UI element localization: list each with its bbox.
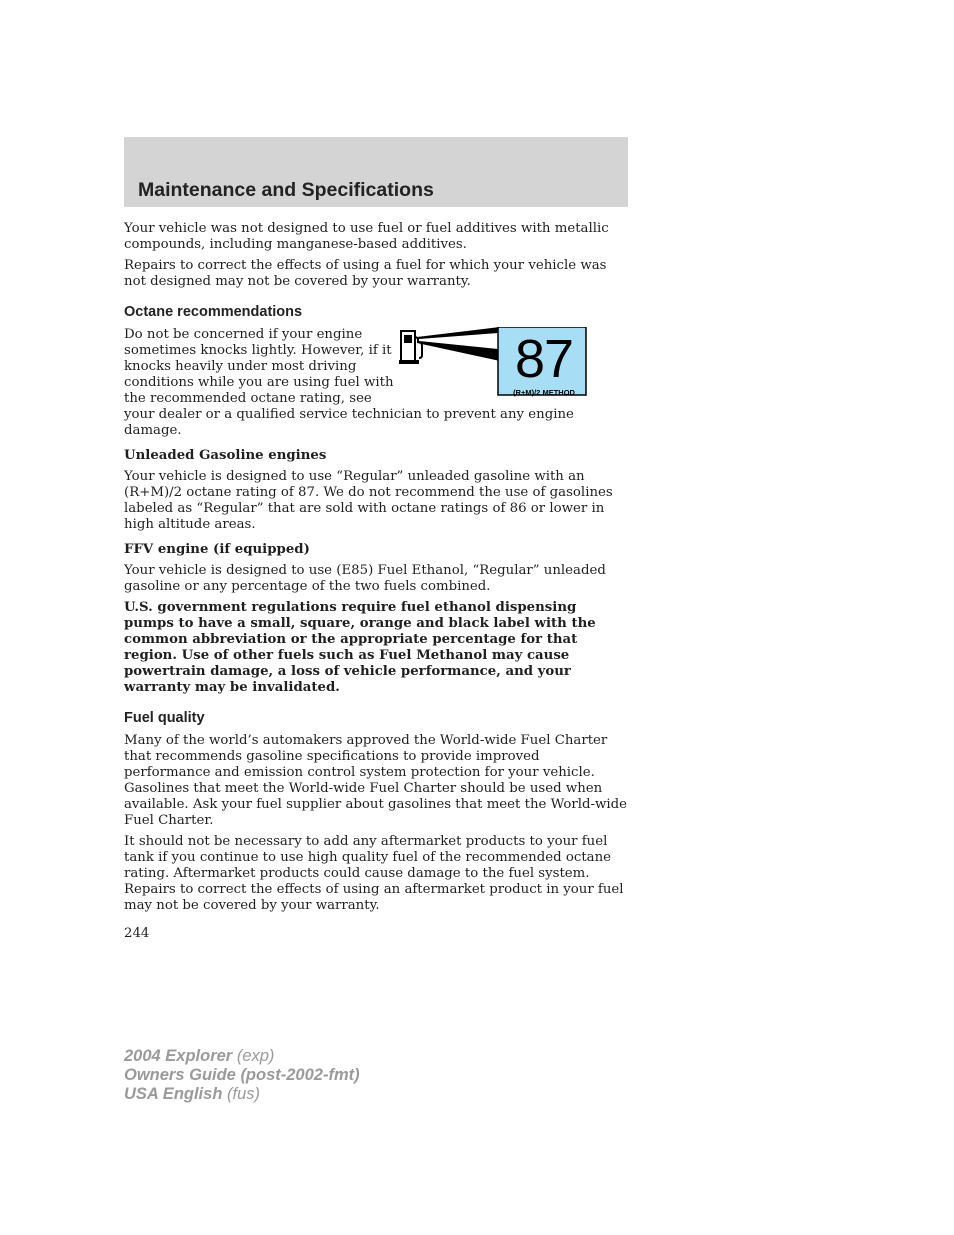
footer-line-2: [124, 1066, 360, 1085]
footer-language-code: (fus): [222, 1085, 260, 1103]
fuel-quality-heading: Fuel quality: [124, 710, 205, 726]
ffv-body: Your vehicle is designed to use (E85) Fuel Ethanol, “Regular” unleaded gasoline or any percentage of the two fuels combined.: [124, 563, 606, 594]
footer-guide: Owners Guide (post-2002-fmt): [124, 1066, 360, 1084]
octane-body: Do not be concerned if your engine sometimes knocks lightly. However, if it knocks heavily under most driving conditions while you are using fuel with the recommended octane rating, see your dealer or a qualified service technician to prevent any engine damage.: [124, 327, 574, 438]
octane-heading: Octane recommendations: [124, 304, 303, 320]
footer-model: 2004 Explorer: [124, 1047, 233, 1065]
octane-rating-number: 87: [514, 329, 574, 389]
fuel-quality-paragraph-1: Many of the world’s automakers approved the World-wide Fuel Charter that recommends gasoline specifications to provide improved performance and emission control system protection for your vehicle. Gasolines that meet the World-wide Fuel Charter should be used when available. Ask your fuel supplier about gasolines that meet the World-wide Fuel Charter.: [124, 733, 628, 828]
octane-method-label: (R+M)/2 METHOD: [513, 388, 575, 397]
ffv-heading: FFV engine (if equipped): [124, 542, 310, 557]
section-header-band: [124, 137, 628, 207]
fuel-quality-paragraph-2: It should not be necessary to add any aftermarket products to your fuel tank if you continue to use high quality fuel of the recommended octane rating. Aftermarket products could cause damage to the fuel system. Repairs to correct the effects of using an aftermarket product in your fuel may not be covered by your warranty.: [124, 834, 624, 913]
document-footer: [124, 1047, 360, 1104]
octane-label-figure: [398, 327, 598, 407]
unleaded-heading: Unleaded Gasoline engines: [124, 448, 327, 463]
page-number: 244: [124, 926, 150, 941]
section-title: Maintenance and Specifications: [138, 179, 434, 201]
intro-paragraph-1: Your vehicle was not designed to use fuel or fuel additives with metallic compounds, including manganese-based additives.: [124, 221, 609, 252]
footer-language: USA English: [124, 1085, 223, 1103]
ffv-warning: U.S. government regulations require fuel ethanol dispensing pumps to have a small, square, orange and black label with the common abbreviation or the appropriate percentage for that region. Use of other fuels such as Fuel Methanol may cause powertrain damage, a loss of vehicle performance, and your warranty may be invalidated.: [124, 600, 596, 695]
page-content: [124, 221, 628, 919]
unleaded-body: Your vehicle is designed to use “Regular” unleaded gasoline with an (R+M)/2 octane rating of 87. We do not recommend the use of gasolines labeled as “Regular” that are sold with octane ratings of 86 or lower in high altitude areas.: [124, 469, 613, 532]
footer-line-3: [124, 1085, 360, 1104]
intro-paragraph-2: Repairs to correct the effects of using a fuel for which your vehicle was not designed may not be covered by your warranty.: [124, 258, 607, 289]
footer-model-code: (exp): [232, 1047, 275, 1065]
footer-line-1: [124, 1047, 360, 1066]
